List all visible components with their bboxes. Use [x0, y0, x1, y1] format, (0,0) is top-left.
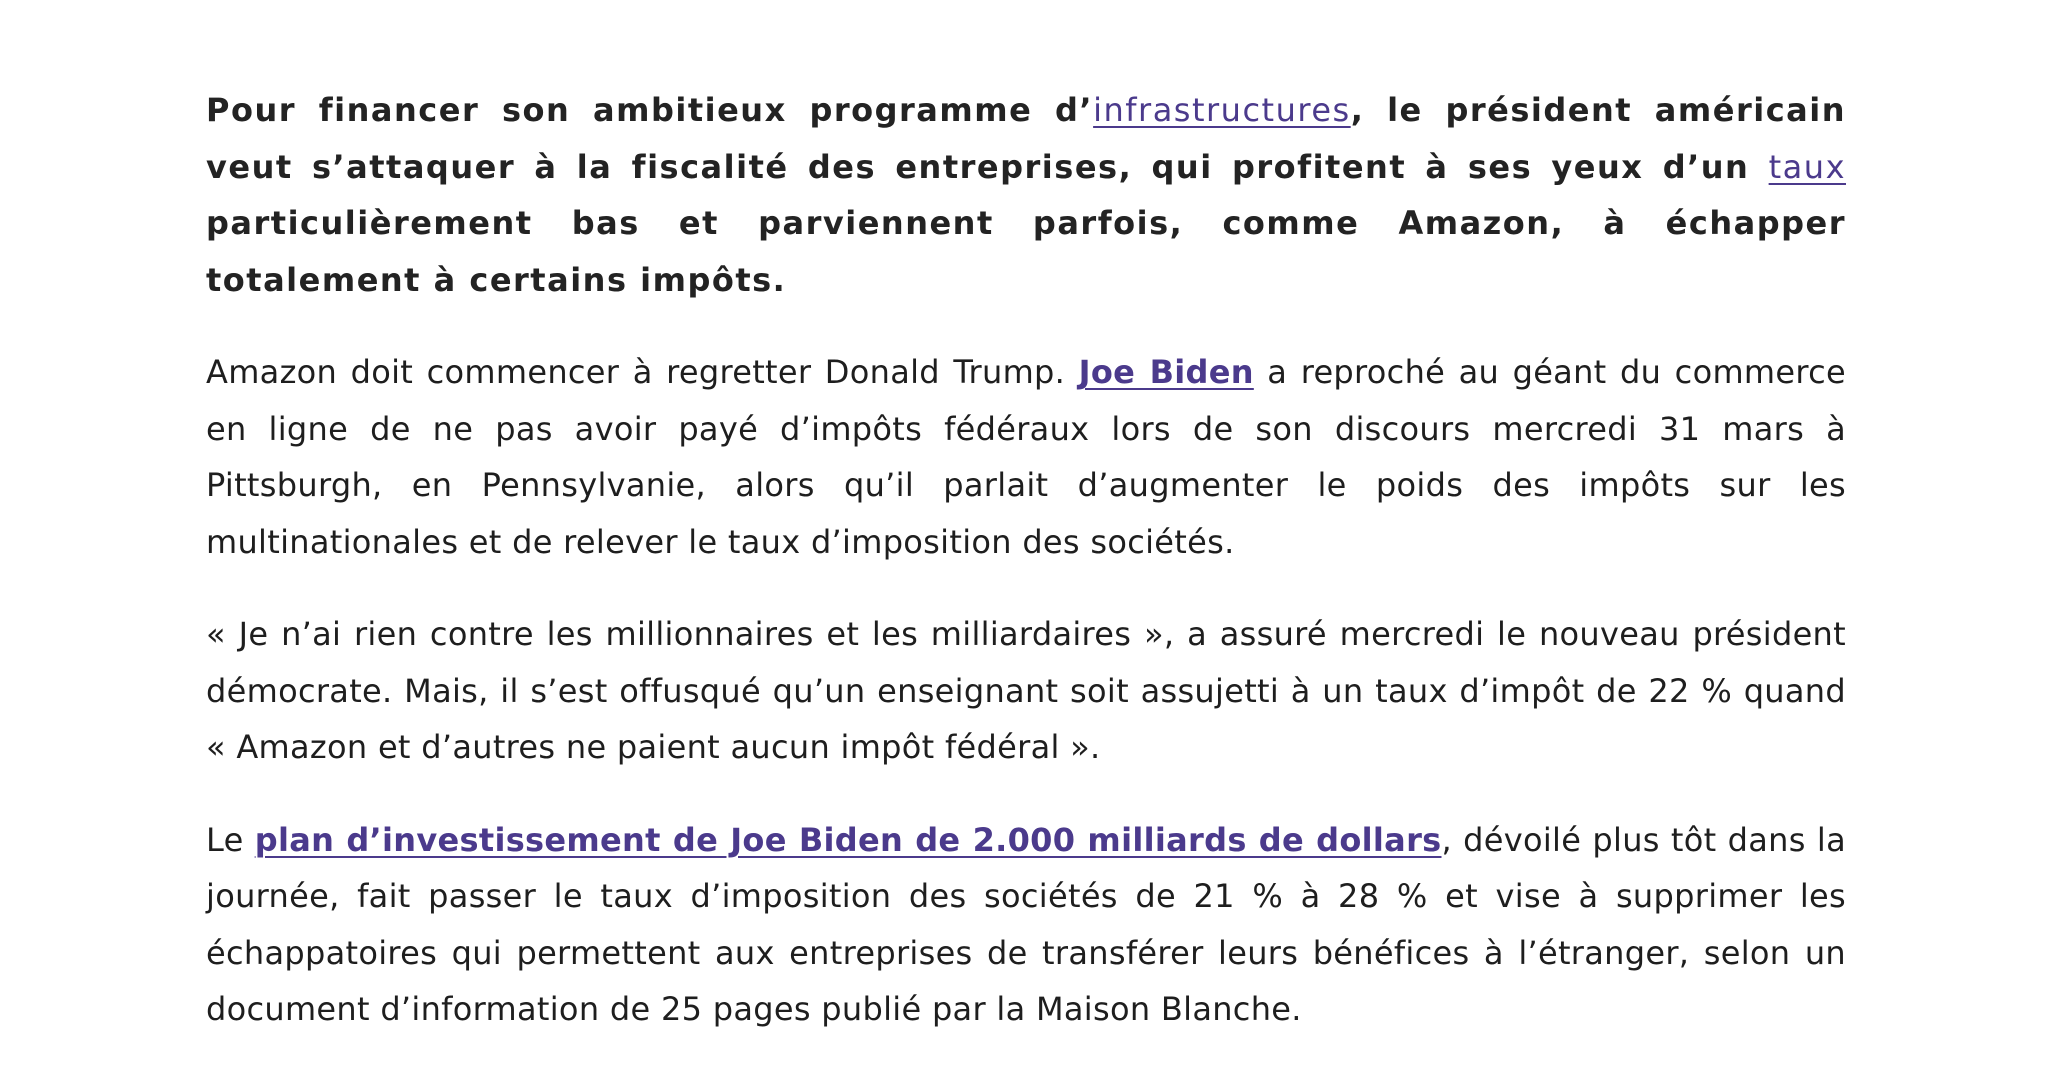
article-lead [206, 82, 1846, 308]
link-joe-biden[interactable]: Joe Biden [1078, 353, 1254, 391]
paragraph-2 [206, 606, 1846, 776]
article-body [206, 82, 1846, 1074]
paragraph-1-text-2: a reproché au géant du commerce en ligne de ne pas avoir payé d’impôts fédéraux lors de son discours mercredi 31 mars à Pittsburgh, en Pennsylvanie, alors qu’il parlait d’augmenter le poids des impôts sur les multinationales et de relever le taux d’imposition des sociétés. [206, 353, 1847, 561]
link-plan-investissement[interactable]: plan d’investissement de Joe Biden de 2.000 milliards de dollars [254, 820, 1442, 859]
paragraph-3-text-2: , dévoilé plus tôt dans la journée, fait passer le taux d’imposition des sociétés de 21 % à 28 % et vise à supprimer les échappatoires qui permettent aux entreprises de transférer leurs bénéfices à l’étranger, selon un document d’information de 25 pages publié par la Maison Blanche. [206, 820, 1846, 1028]
paragraph-1-text-1: Amazon doit commencer à regretter Donald Trump. [206, 353, 1079, 391]
paragraph-3 [206, 812, 1846, 1038]
paragraph-3-text-1: Le [206, 820, 255, 859]
lead-text-3: particulièrement bas et parviennent parfois, comme Amazon, à échapper totalement à certains impôts. [206, 204, 1846, 299]
lead-text-2: , le président américain veut s’attaquer à la fiscalité des entreprises, qui profitent à ses yeux d’un [206, 91, 1847, 186]
link-infrastructures[interactable]: infrastructures [1093, 91, 1351, 129]
paragraph-2-text: « Je n’ai rien contre les millionnaires et les milliardaires », a assuré mercredi le nouveau président démocrate. Mais, il s’est offusqué qu’un enseignant soit assujetti à un taux d’impôt de 22 % quand « Amazon et d’autres ne paient aucun impôt fédéral ». [206, 615, 1846, 766]
paragraph-1 [206, 344, 1846, 570]
link-taux[interactable]: taux [1768, 147, 1846, 186]
lead-text-1: Pour financer son ambitieux programme d’ [206, 91, 1094, 129]
